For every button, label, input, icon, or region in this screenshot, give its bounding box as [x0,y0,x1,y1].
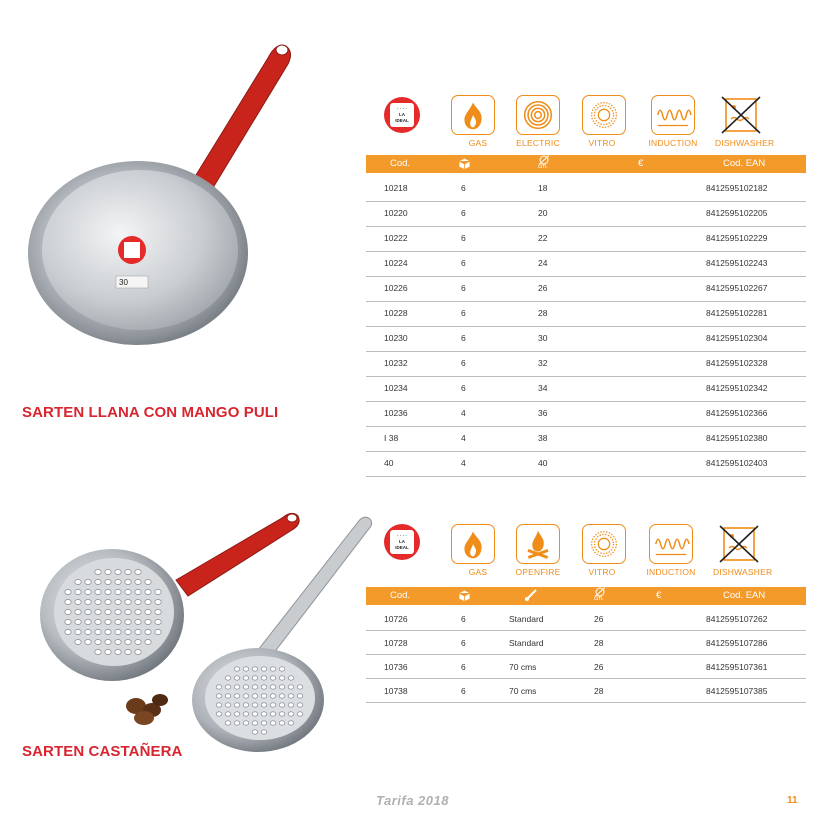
icon-label: GAS [468,567,488,577]
cell-cod: 10224 [384,258,408,268]
dishwasher-crossed-icon [717,524,761,564]
cell-size: 22 [538,233,548,243]
table-row [366,655,806,679]
handle-icon [524,589,538,603]
cell-size: 28 [594,638,604,648]
cell-qty: 6 [461,283,466,293]
hole [105,589,111,594]
hole [65,629,71,634]
hole [225,703,231,707]
hole [115,569,121,574]
hole [252,667,258,671]
hole [261,721,267,725]
hole [234,667,240,671]
hole [279,703,285,707]
induction-coil-icon [651,95,695,135]
cell-ean: 8412595102380 [706,433,768,443]
hole [75,629,81,634]
header-cod: Cod. [390,590,411,601]
hole [125,589,131,594]
box-icon [458,157,471,171]
icon-label: INDUCTION [648,138,698,148]
header-ean: Cod. EAN [723,590,766,601]
hole [261,730,267,734]
hole [105,579,111,584]
table-row [366,679,806,703]
hole [85,629,91,634]
hole [125,639,131,644]
hole [225,721,231,725]
hole [115,629,121,634]
hole [243,694,249,698]
cell-size: 40 [538,458,548,468]
cell-cod: 40 [384,458,394,468]
cell-ean: 8412595107286 [706,638,768,648]
cell-qty: 6 [461,638,466,648]
hole [145,629,151,634]
hole [252,685,258,689]
hole [145,619,151,624]
cell-cod: 10228 [384,308,408,318]
hole [155,609,161,614]
hole [105,649,111,654]
hole [261,703,267,707]
hole [85,599,91,604]
chestnuts [126,694,168,725]
hole [115,619,121,624]
cell-qty: 6 [461,183,466,193]
pan-castanera-image [36,500,376,760]
icon-cell-vitro [578,95,630,148]
hole [85,609,91,614]
header-cod: Cod. [390,158,411,169]
stove-icons-row-2 [447,524,777,584]
footer-tarifa: Tarifa 2018 [376,793,449,808]
cell-qty: 6 [461,662,466,672]
hole [65,589,71,594]
cell-cod: 10234 [384,383,408,393]
icon-cell-induction [645,524,697,577]
hole [95,599,101,604]
hole [297,685,303,689]
hole [135,629,141,634]
hole [145,589,151,594]
icon-label: GAS [468,138,488,148]
hole [85,639,91,644]
box-icon [458,589,471,603]
hole [75,609,81,614]
hole [125,649,131,654]
hole [105,629,111,634]
hole [261,694,267,698]
hole [288,712,294,716]
hole [252,712,258,716]
hole [288,676,294,680]
hole [85,579,91,584]
cell-size: 24 [538,258,548,268]
cell-size: 34 [538,383,548,393]
cell-handle: Standard [509,614,544,624]
cell-cod: 10220 [384,208,408,218]
cell-qty: 6 [461,686,466,696]
icon-label: DISHWASHER [713,567,773,577]
hole [279,667,285,671]
hole [288,703,294,707]
cell-ean: 8412595102229 [706,233,768,243]
hole [75,619,81,624]
hole [125,569,131,574]
hole [145,609,151,614]
hole [75,599,81,604]
hole [288,694,294,698]
hole [125,619,131,624]
cell-ean: 8412595102243 [706,258,768,268]
hole [279,694,285,698]
cell-ean: 8412595102304 [706,333,768,343]
hole [216,685,222,689]
hole [279,676,285,680]
hole [95,619,101,624]
hole [125,629,131,634]
table-row [366,631,806,655]
hole [135,649,141,654]
cell-size: 26 [594,614,604,624]
cell-cod: 10218 [384,183,408,193]
cell-qty: 6 [461,258,466,268]
hole [115,609,121,614]
hole [243,676,249,680]
hole [216,694,222,698]
hole [65,619,71,624]
hole [270,721,276,725]
stove-icons-row-1 [447,95,777,155]
hole [95,589,101,594]
hole [155,629,161,634]
hole [270,694,276,698]
hole [261,712,267,716]
hole [125,599,131,604]
hole [125,609,131,614]
product-title-castanera: SARTEN CASTAÑERA [22,743,183,760]
hole [75,579,81,584]
product-title-llana: SARTEN LLANA CON MANGO PULI [22,404,279,421]
hole [234,703,240,707]
hole [279,721,285,725]
hole [145,599,151,604]
cell-size: 28 [594,686,604,696]
cell-ean: 8412595102182 [706,183,768,193]
cell-ean: 8412595102366 [706,408,768,418]
icon-label: OPENFIRE [515,567,561,577]
hole [135,619,141,624]
hole [65,609,71,614]
hole [297,712,303,716]
hole [75,639,81,644]
flame-icon [451,524,495,564]
icon-cell-electric [512,95,564,148]
hole [125,579,131,584]
table-row [366,302,806,327]
hole [115,589,121,594]
cell-cod: 10736 [384,662,408,672]
dishwasher-crossed-icon [719,95,763,135]
hole [252,694,258,698]
cell-qty: 4 [461,458,466,468]
flame-icon [451,95,495,135]
hole [105,639,111,644]
cell-cod: 10236 [384,408,408,418]
cell-qty: 6 [461,208,466,218]
hole [297,694,303,698]
cell-cod: 10226 [384,283,408,293]
cell-size: 20 [538,208,548,218]
cell-size: 26 [538,283,548,293]
hole [135,579,141,584]
cell-ean: 8412595107361 [706,662,768,672]
cell-qty: 6 [461,358,466,368]
cell-qty: 4 [461,433,466,443]
cell-qty: 6 [461,308,466,318]
table-row [366,227,806,252]
hole [95,609,101,614]
hole [65,599,71,604]
cell-cod: 10230 [384,333,408,343]
hole [216,712,222,716]
cell-handle: Standard [509,638,544,648]
hole [261,685,267,689]
cell-qty: 6 [461,333,466,343]
open-fire-icon [516,524,560,564]
icon-label: DISHWASHER [715,138,775,148]
hole [270,667,276,671]
hole [234,712,240,716]
page-number: 11 [787,795,798,806]
cell-size: 36 [538,408,548,418]
hole [279,712,285,716]
hole [243,721,249,725]
cell-cod: I 38 [384,433,399,443]
table-row [366,427,806,452]
hole [85,619,91,624]
cell-qty: 6 [461,614,466,624]
cell-cod: 10738 [384,686,408,696]
hole [135,589,141,594]
hole [115,649,121,654]
cell-size: 32 [538,358,548,368]
cell-handle: 70 cms [509,686,537,696]
table-row [366,327,806,352]
cell-cod: 10728 [384,638,408,648]
vitro-ring-icon [582,524,626,564]
icon-cell-gas [447,95,499,148]
cell-ean: 8412595102267 [706,283,768,293]
icon-label: ELECTRIC [516,138,560,148]
cell-size: 26 [594,662,604,672]
icon-label: VITRO [588,138,616,148]
hole [225,694,231,698]
pan-llana-image [20,28,320,358]
hole [252,676,258,680]
hole [95,639,101,644]
hole [243,712,249,716]
icon-cell-dishwasher [713,524,773,577]
hole [135,569,141,574]
icon-cell-dishwasher [715,95,775,148]
product-table-castanera [366,587,806,717]
icon-cell-openfire [512,524,564,577]
hole [155,619,161,624]
cell-cod: 10232 [384,358,408,368]
hole [261,667,267,671]
hole [75,589,81,594]
hole [115,639,121,644]
hole [115,599,121,604]
hole [270,685,276,689]
hole [105,619,111,624]
cell-qty: 4 [461,408,466,418]
table-row [366,402,806,427]
vitro-ring-icon [582,95,626,135]
hole [270,703,276,707]
hole [95,569,101,574]
icon-label: VITRO [588,567,616,577]
header-euro: € [638,158,644,169]
header-diameter-unit: cm. [594,596,604,602]
table-header [366,155,806,173]
icon-label: INDUCTION [646,567,696,577]
hole [234,721,240,725]
cell-ean: 8412595102403 [706,458,768,468]
hole [85,589,91,594]
hole [288,685,294,689]
hole [135,639,141,644]
table-row [366,277,806,302]
hole [105,569,111,574]
hole [270,712,276,716]
hole [234,685,240,689]
hole [216,703,222,707]
la-ideal-badge [384,97,420,133]
icon-cell-induction [647,95,699,148]
header-ean: Cod. EAN [723,158,766,169]
hole [261,676,267,680]
cell-size: 28 [538,308,548,318]
icon-cell-vitro [578,524,630,577]
hole [145,639,151,644]
la-ideal-badge [384,524,420,560]
cell-ean: 8412595107262 [706,614,768,624]
hole [225,685,231,689]
cell-ean: 8412595102328 [706,358,768,368]
hole [270,676,276,680]
cell-handle: 70 cms [509,662,537,672]
cell-ean: 8412595102281 [706,308,768,318]
table-row [366,452,806,477]
cell-size: 30 [538,333,548,343]
cell-qty: 6 [461,383,466,393]
hole [243,667,249,671]
hole [243,685,249,689]
cell-cod: 10222 [384,233,408,243]
cell-qty: 6 [461,233,466,243]
hole [234,676,240,680]
hole [145,579,151,584]
hole [288,721,294,725]
table-row [366,377,806,402]
cell-size: 38 [538,433,548,443]
hole [252,721,258,725]
icon-cell-gas [447,524,499,577]
hole [155,589,161,594]
cell-ean: 8412595107385 [706,686,768,696]
table-row [366,352,806,377]
hole [95,629,101,634]
hole [297,703,303,707]
induction-coil-icon [649,524,693,564]
table-row [366,252,806,277]
product-table-llana [366,155,806,475]
hole [252,730,258,734]
header-euro: € [656,590,662,601]
pan-size-label: 30 [119,278,128,287]
hole [225,712,231,716]
la-ideal-logo: · · · · LA IDEAL [390,103,414,127]
table-row [366,202,806,227]
hole [155,599,161,604]
hole [105,599,111,604]
cell-ean: 8412595102342 [706,383,768,393]
header-diameter-unit: cm. [538,164,548,170]
table-header [366,587,806,605]
hole [243,703,249,707]
hole [234,694,240,698]
hole [135,599,141,604]
hole [252,703,258,707]
table-row [366,177,806,202]
hole [95,579,101,584]
hole [95,649,101,654]
hole [135,609,141,614]
cell-size: 18 [538,183,548,193]
electric-coil-icon [516,95,560,135]
hole [115,579,121,584]
table-row [366,607,806,631]
cell-ean: 8412595102205 [706,208,768,218]
cell-cod: 10726 [384,614,408,624]
hole [279,685,285,689]
la-ideal-logo: · · · · LA IDEAL [390,530,414,554]
hole [225,676,231,680]
hole [105,609,111,614]
